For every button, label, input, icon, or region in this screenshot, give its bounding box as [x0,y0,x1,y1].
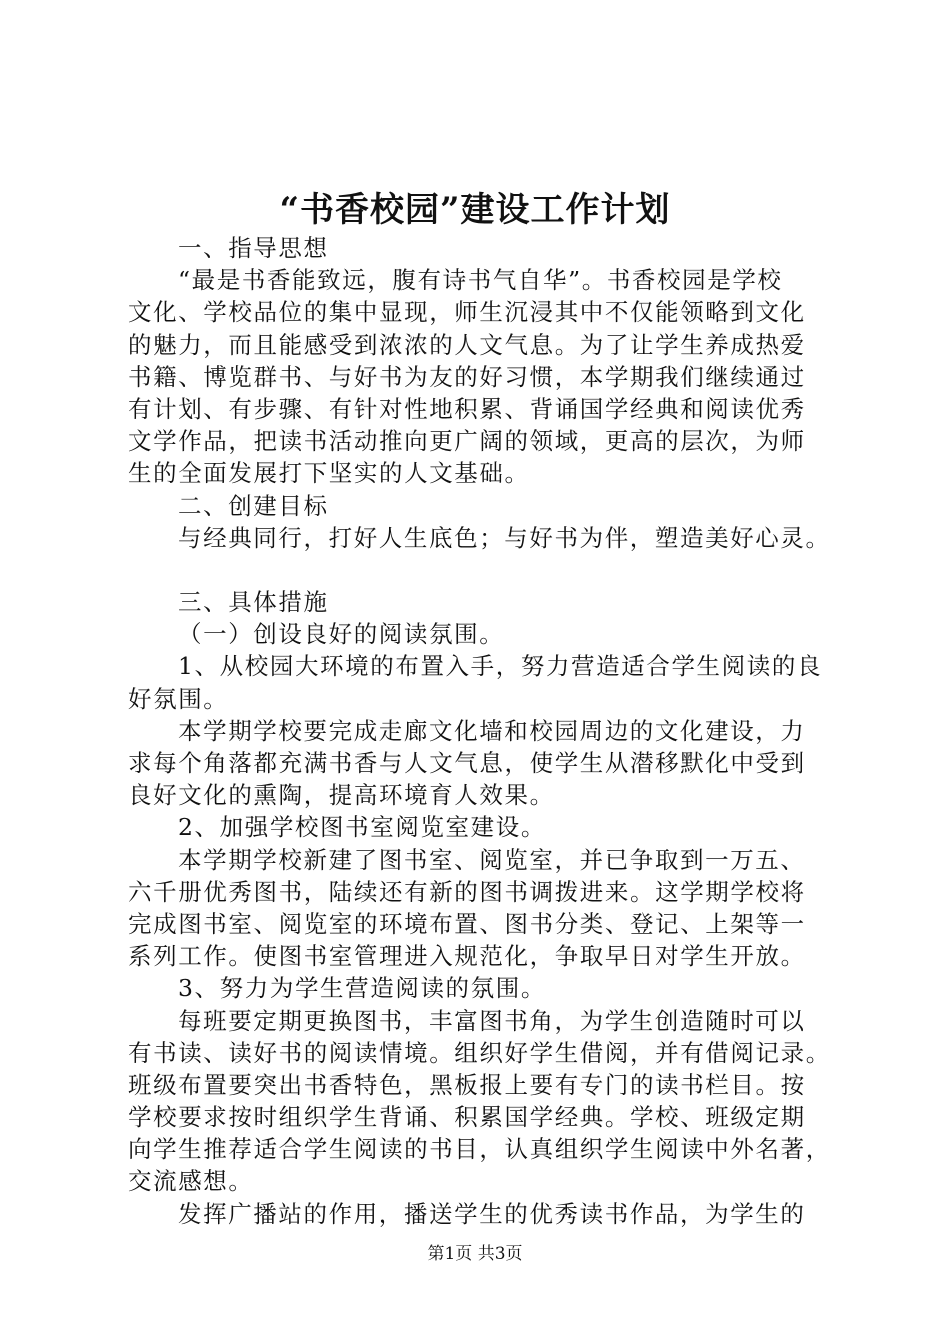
text-line: 文化、学校品位的集中显现，师生沉浸其中不仅能领略到文化 [128,298,806,327]
text-line: 三、具体措施 [178,588,329,617]
text-line: 书籍、博览群书、与好书为友的好习惯，本学期我们继续通过 [128,362,806,391]
text-line: 二、创建目标 [178,491,329,520]
text-line: 文学作品，把读书活动推向更广阔的领域，更高的层次，为师 [128,427,806,456]
text-line: 生的全面发展打下坚实的人文基础。 [128,459,530,488]
text-line: 求每个角落都充满书香与人文气息，使学生从潜移默化中受到 [128,749,806,777]
text-line: 向学生推荐适合学生阅读的书目，认真组织学生阅读中外名著， [128,1135,831,1164]
document-title: “书香校园”建设工作计划 [279,190,671,230]
document-body [128,232,848,1230]
text-line: 一、指导思想 [178,234,329,262]
text-line: 学校要求按时组织学生背诵、积累国学经典。学校、班级定期 [128,1103,806,1132]
text-line: 系列工作。使图书室管理进入规范化，争取早日对学生开放。 [128,942,806,971]
page-footer: 第1页 共3页 [427,1244,523,1264]
text-line: 班级布置要突出书香特色，黑板报上要有专门的读书栏目。按 [128,1070,806,1099]
text-line: 有书读、读好书的阅读情境。组织好学生借阅，并有借阅记录。 [128,1038,831,1067]
text-line: 好氛围。 [128,684,229,713]
blank-line [128,554,848,586]
text-line: 发挥广播站的作用，播送学生的优秀读书作品，为学生的 [178,1199,806,1228]
text-line: 与经典同行，打好人生底色；与好书为伴，塑造美好心灵。 [178,523,831,552]
text-line: （一）创设良好的阅读氛围。 [178,620,505,649]
text-line: 有计划、有步骤、有针对性地积累、背诵国学经典和阅读优秀 [128,394,806,423]
text-line: 3、努力为学生营造阅读的氛围。 [178,974,546,1003]
text-line: 本学期学校新建了图书室、阅览室，并已争取到一万五、 [178,845,806,874]
text-line: 本学期学校要完成走廊文化墙和校园周边的文化建设，力 [178,716,806,745]
text-line: “最是书香能致远，腹有诗书气自华”。书香校园是学校 [178,266,783,295]
text-line: 每班要定期更换图书，丰富图书角，为学生创造随时可以 [178,1006,806,1035]
text-line: 交流感想。 [128,1167,254,1196]
text-line: 良好文化的熏陶，提高环境育人效果。 [128,781,555,810]
text-line: 2、加强学校图书室阅览室建设。 [178,813,546,842]
text-line: 1、从校园大环境的布置入手，努力营造适合学生阅读的良 [178,652,823,681]
text-line: 六千册优秀图书，陆续还有新的图书调拨进来。这学期学校将 [128,877,806,906]
text-line: 的魅力，而且能感受到浓浓的人文气息。为了让学生养成热爱 [128,330,806,359]
text-line: 完成图书室、阅览室的环境布置、图书分类、登记、上架等一 [128,909,806,938]
